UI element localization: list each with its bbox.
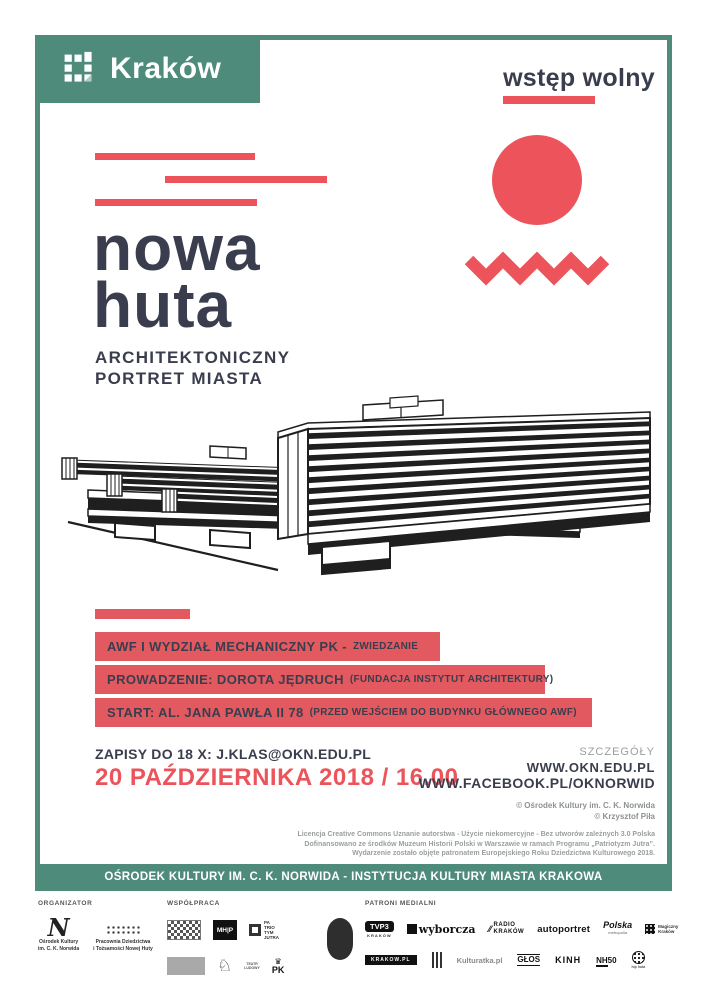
bar-sub-text: (PRZED WEJŚCIEM DO BUDYNKU GŁÓWNEGO AWF): [309, 707, 577, 718]
media-patrons-label: PATRONI MEDIALNI: [365, 900, 437, 907]
nh50-nh: NH: [596, 955, 608, 965]
krakow-logo-text: Kraków: [110, 52, 222, 85]
radio-line: RADIO: [493, 922, 516, 928]
museum-of-polish-history-logo: MH|P: [213, 920, 237, 940]
slash-icon: ⁄⁄: [488, 924, 492, 934]
admission-note: [503, 64, 655, 104]
vertical-bars-logo: [432, 952, 442, 968]
norwid-culture-centre-logo: [38, 913, 80, 952]
institution-banner: OŚRODEK KULTURY IM. C. K. NORWIDA - INSTYTUCJA KULTURY MIASTA KRAKOWA: [35, 864, 672, 891]
krakow-pl-logo: KRAKOW.PL: [365, 955, 417, 965]
license-block: [297, 830, 655, 859]
pegasus-logo: ♘: [217, 956, 233, 975]
copyright-line: © Krzysztof Piła: [594, 812, 655, 821]
polska-sub-text: metropolia: [608, 930, 627, 935]
organizer-section: [38, 900, 163, 952]
gazeta-wyborcza-logo: [407, 923, 476, 936]
license-line: Wydarzenie zostało objęte patronatem Europejskiego Roku Dziedzictwa Kulturowego 2018.: [352, 850, 655, 857]
tvp3-krakow-logo: [365, 921, 394, 938]
event-bar-tour: [95, 632, 440, 661]
copyright-block: [516, 800, 655, 822]
circle-badge-icon: [632, 951, 645, 964]
event-datetime: 20 PAŹDZIERNIKA 2018 / 16.00: [95, 764, 459, 791]
details-block: [419, 746, 655, 791]
organizer-label: ORGANIZATOR: [38, 900, 93, 907]
logo-caption-line: Pracownia Dziedzictwa: [95, 939, 151, 945]
bar-main-text: START: AL. JANA PAWŁA II 78: [107, 705, 304, 720]
cooperation-label: WSPÓŁPRACA: [167, 900, 220, 907]
theatre-line: LUDOWY: [244, 966, 260, 970]
nh50-50: 50: [607, 955, 617, 965]
patrio-line: JUTRA: [264, 935, 280, 940]
deco-red-line: [95, 199, 257, 206]
krakow-tiles-icon: [61, 51, 97, 87]
signup-email-line: ZAPISY DO 18 X: J.KLAS@OKN.EDU.PL: [95, 746, 372, 762]
gray-partner-logo: [167, 957, 205, 975]
pk-text: PK: [271, 965, 285, 975]
radio-krakow-logo: [489, 922, 525, 936]
norwid-script-n-icon: N: [47, 913, 70, 942]
radio-line: KRAKÓW: [493, 929, 525, 935]
details-label: SZCZEGÓŁY: [579, 746, 655, 758]
bar-sub-text: ZWIEDZANIE: [352, 641, 419, 652]
deco-mini-bar: [95, 609, 190, 619]
license-line: Licencja Creative Commons Uznanie autorstwa - Użycie niekomercyjne - Bez utworów zależnych 3.0 Polska: [297, 831, 655, 838]
deco-zigzag-icon: [465, 250, 610, 286]
title-line2: huta: [93, 269, 233, 341]
heritage-lab-logo: [93, 917, 153, 952]
admission-underline: [503, 96, 595, 104]
kulturatka-logo: Kulturatka.pl: [456, 955, 503, 965]
bar-main-text: AWF I WYDZIAŁ MECHANICZNY PK -: [107, 639, 347, 654]
media-patrons-section: [365, 900, 679, 971]
admission-text: wstęp wolny: [503, 64, 655, 92]
tvp-chip: TVP3: [365, 921, 394, 932]
partner-logos-footer: [35, 898, 679, 994]
subtitle-line1: ARCHITEKTONICZNY: [95, 348, 291, 367]
black-square-icon: [407, 924, 417, 934]
deco-red-line: [95, 153, 255, 160]
cooperation-section: [167, 900, 367, 979]
awf-crest-badge-logo: [327, 918, 353, 960]
logo-caption-line: Ośrodek Kultury: [38, 939, 79, 945]
polska-text: Polska: [603, 920, 633, 930]
page-title: [93, 212, 261, 341]
magiczny-line: Kraków: [658, 929, 675, 934]
krakow-logo: [35, 35, 260, 103]
bar-sub-text: (FUNDACJA INSTYTUT ARCHITEKTURY): [349, 674, 554, 685]
deco-red-circle: [492, 135, 582, 225]
tvp-sub: KRAKÓW: [367, 932, 392, 938]
building-illustration: [60, 392, 652, 582]
cracow-university-of-technology-logo: [272, 958, 285, 974]
logo-caption-line: im. C. K. Norwida: [38, 945, 80, 952]
crown-icon: ♛: [274, 957, 282, 966]
subtitle-line2: PORTRET MIASTA: [95, 369, 264, 388]
patrio-line: TYM: [264, 930, 274, 935]
patrio-line: TRIO: [264, 925, 275, 930]
subtitle: [95, 347, 290, 389]
autoportret-logo: autoportret: [537, 923, 591, 935]
website-url: WWW.OKN.EDU.PL: [526, 760, 655, 775]
magiczny-krakow-logo: [645, 924, 678, 934]
hip-huta-logo: [632, 951, 646, 969]
kinh-logo: KINH: [555, 955, 582, 965]
checker-grid-logo: [167, 920, 201, 940]
copyright-line: © Ośrodek Kultury im. C. K. Norwida: [516, 801, 655, 810]
wyborcza-text: wyborcza: [418, 922, 476, 936]
theatre-line: TEATR: [246, 962, 258, 966]
patrio-line: PA: [264, 920, 270, 925]
tile-icon: [645, 924, 655, 934]
dot-grid-icon: [106, 925, 140, 935]
nh50-logo: [596, 956, 616, 965]
patriotyzm-jutra-logo: [249, 920, 279, 940]
theatre-logo: [244, 962, 260, 970]
glos-logo: GŁOS: [517, 955, 541, 964]
facebook-url: WWW.FACEBOOK.PL/OKNORWID: [418, 775, 655, 791]
event-info-bars: [95, 632, 592, 727]
magiczny-line: Magiczny: [658, 924, 679, 929]
event-bar-start: [95, 698, 592, 727]
event-bar-guide: [95, 665, 554, 694]
poster-frame: [35, 35, 672, 891]
polska-metropolia-logo: [603, 921, 632, 937]
license-line: Dofinansowano ze środków Muzeum Historii Polski w Warszawie w ramach Programu „Patriotyzm Jutra”.: [304, 840, 655, 848]
bar-main-text: PROWADZENIE: DOROTA JĘDRUCH: [107, 672, 344, 687]
logo-caption-line: i Tożsamości Nowej Huty: [93, 945, 153, 952]
deco-red-line: [165, 176, 327, 183]
title-line1: nowa: [93, 212, 261, 284]
hip-huta-text: hip huta: [631, 965, 646, 969]
square-frame-icon: [249, 924, 261, 936]
